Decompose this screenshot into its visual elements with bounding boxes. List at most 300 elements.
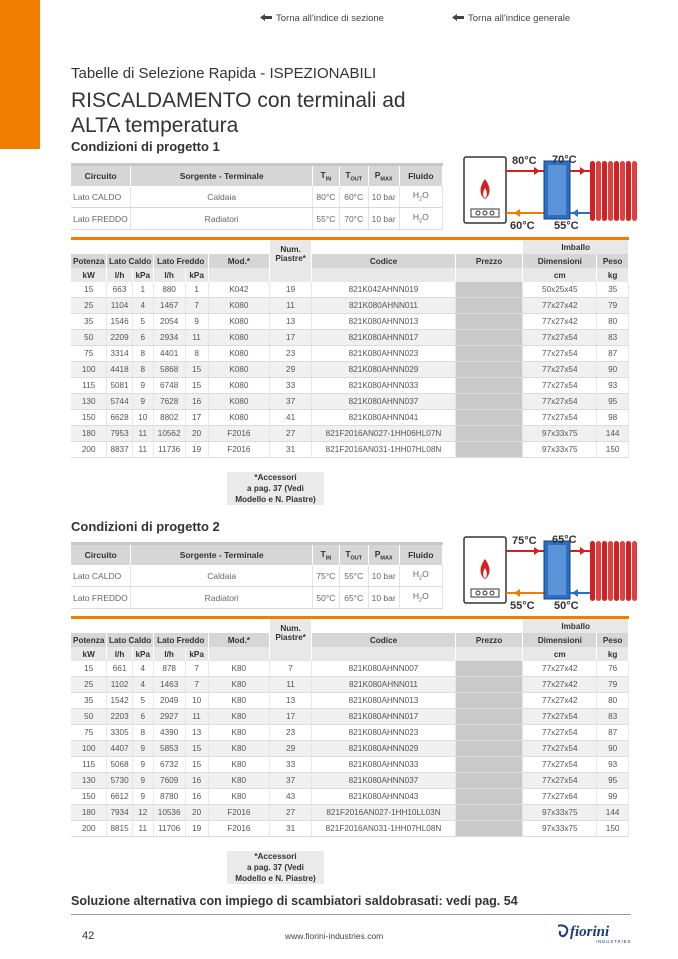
col-imballo: Imballo xyxy=(523,618,629,634)
col-tout: $T_{OUT}$ xyxy=(339,165,368,187)
peso-cell: 93 xyxy=(597,757,629,773)
tin-cell: 80°C xyxy=(312,186,339,208)
mod-cell: K80 xyxy=(208,725,269,741)
fiorini-logo xyxy=(556,922,632,944)
dimensioni-cell: 77x27x42 xyxy=(523,661,597,677)
peso-cell: 95 xyxy=(597,773,629,789)
website-link[interactable]: www.fiorini-industries.com xyxy=(285,931,384,941)
codice-cell: 821K080AHNN023 xyxy=(312,725,456,741)
kpa-caldo-cell: 5 xyxy=(132,693,153,709)
kpa-freddo-cell: 15 xyxy=(185,741,208,757)
mod-cell: K80 xyxy=(208,773,269,789)
codice-cell: 821K080AHNN011 xyxy=(312,298,456,314)
lh-caldo-cell: 1542 xyxy=(107,693,132,709)
mod-cell: K80 xyxy=(208,741,269,757)
selection-table xyxy=(71,237,629,458)
prezzo-cell xyxy=(455,757,523,773)
lh-freddo-cell: 878 xyxy=(153,661,185,677)
codice-cell: 821K080AHNN017 xyxy=(312,709,456,725)
lh-freddo-cell: 1463 xyxy=(153,677,185,693)
col-potenza: Potenza xyxy=(71,254,107,268)
piastre-cell: 33 xyxy=(269,378,311,394)
tout-cell: 55°C xyxy=(339,565,368,587)
lh-caldo-cell: 663 xyxy=(107,282,132,298)
lh-caldo-cell: 5730 xyxy=(107,773,132,789)
lh-caldo-cell: 1546 xyxy=(107,314,132,330)
table-row xyxy=(71,709,629,725)
heat-exchanger-diagram xyxy=(460,153,638,233)
prezzo-cell xyxy=(455,805,523,821)
peso-cell: 150 xyxy=(597,442,629,458)
dimensioni-cell: 77x27x42 xyxy=(523,314,597,330)
codice-cell: 821K080AHNN043 xyxy=(312,789,456,805)
col-pmax: $P_{MAX}$ xyxy=(368,544,399,566)
kpa-freddo-cell: 10 xyxy=(185,693,208,709)
prezzo-cell xyxy=(455,314,523,330)
kpa-caldo-cell: 4 xyxy=(132,298,153,314)
prezzo-cell xyxy=(455,821,523,837)
hot-in-temp: 75°C xyxy=(512,535,537,547)
col-num-piastre: Num. Piastre* xyxy=(269,239,311,269)
col-fluido: Fluido xyxy=(399,544,442,566)
col-dimensioni: Dimensioni xyxy=(523,254,597,268)
sorgente-cell: Caldaia xyxy=(131,565,313,587)
dimensioni-cell: 50x25x45 xyxy=(523,282,597,298)
tout-cell: 60°C xyxy=(339,186,368,208)
lh-freddo-cell: 4401 xyxy=(153,346,185,362)
mod-cell: K042 xyxy=(208,282,269,298)
codice-cell: 821K080AHNN029 xyxy=(312,362,456,378)
kpa-caldo-cell: 8 xyxy=(132,346,153,362)
col-tout: $T_{OUT}$ xyxy=(339,544,368,566)
lh-caldo-cell: 3314 xyxy=(107,346,132,362)
circuito-cell: Lato FREDDO xyxy=(71,208,131,230)
codice-cell: 821K080AHNN013 xyxy=(312,693,456,709)
lh-freddo-cell: 10536 xyxy=(153,805,185,821)
kpa-freddo-cell: 11 xyxy=(185,330,208,346)
lh-caldo-cell: 1102 xyxy=(107,677,132,693)
mod-cell: K080 xyxy=(208,298,269,314)
unit-kw: kW xyxy=(71,268,107,282)
cold-out-temp: 50°C xyxy=(554,600,579,612)
tin-cell: 55°C xyxy=(312,208,339,230)
unit-kpa: kPa xyxy=(185,647,208,661)
dimensioni-cell: 77x27x54 xyxy=(523,709,597,725)
lh-freddo-cell: 2054 xyxy=(153,314,185,330)
kpa-freddo-cell: 20 xyxy=(185,426,208,442)
prezzo-cell xyxy=(455,741,523,757)
table-row xyxy=(71,314,629,330)
potenza-cell: 100 xyxy=(71,362,107,378)
table-row xyxy=(71,693,629,709)
prezzo-cell xyxy=(455,410,523,426)
condition-row xyxy=(71,587,443,609)
unit-kpa: kPa xyxy=(185,268,208,282)
mod-cell: K80 xyxy=(208,677,269,693)
codice-cell: 821K080AHNN013 xyxy=(312,314,456,330)
lh-freddo-cell: 4390 xyxy=(153,725,185,741)
kpa-caldo-cell: 11 xyxy=(132,442,153,458)
table-row xyxy=(71,821,629,837)
lh-freddo-cell: 11736 xyxy=(153,442,185,458)
prezzo-cell xyxy=(455,693,523,709)
unit-kpa: kPa xyxy=(132,268,153,282)
pmax-cell: 10 bar xyxy=(368,587,399,609)
lh-caldo-cell: 7953 xyxy=(107,426,132,442)
mod-cell: K80 xyxy=(208,757,269,773)
potenza-cell: 200 xyxy=(71,442,107,458)
mod-cell: F2016 xyxy=(208,821,269,837)
lh-caldo-cell: 661 xyxy=(107,661,132,677)
col-prezzo: Prezzo xyxy=(455,633,523,647)
condition-row xyxy=(71,208,443,230)
piastre-cell: 31 xyxy=(269,821,311,837)
piastre-cell: 37 xyxy=(269,394,311,410)
peso-cell: 99 xyxy=(597,789,629,805)
col-peso: Peso xyxy=(597,254,629,268)
lh-freddo-cell: 11706 xyxy=(153,821,185,837)
lh-caldo-cell: 5744 xyxy=(107,394,132,410)
codice-cell: 821K080AHNN011 xyxy=(312,677,456,693)
kpa-caldo-cell: 11 xyxy=(132,426,153,442)
prezzo-cell xyxy=(455,298,523,314)
mod-cell: K080 xyxy=(208,394,269,410)
prezzo-cell xyxy=(455,330,523,346)
col-imballo: Imballo xyxy=(523,239,629,255)
potenza-cell: 130 xyxy=(71,773,107,789)
lh-freddo-cell: 7628 xyxy=(153,394,185,410)
codice-cell: 821K080AHNN029 xyxy=(312,741,456,757)
tout-cell: 65°C xyxy=(339,587,368,609)
table-row xyxy=(71,346,629,362)
hot-in-temp: 80°C xyxy=(512,155,537,167)
potenza-cell: 150 xyxy=(71,789,107,805)
mod-cell: K080 xyxy=(208,314,269,330)
piastre-cell: 43 xyxy=(269,789,311,805)
general-index-link[interactable]: Torna all'indice generale xyxy=(452,13,570,24)
mod-cell: K080 xyxy=(208,410,269,426)
pmax-cell: 10 bar xyxy=(368,565,399,587)
col-lato-freddo: Lato Freddo xyxy=(153,633,208,647)
dimensioni-cell: 77x27x54 xyxy=(523,330,597,346)
prezzo-cell xyxy=(455,677,523,693)
lh-caldo-cell: 1104 xyxy=(107,298,132,314)
dimensioni-cell: 77x27x54 xyxy=(523,394,597,410)
kpa-caldo-cell: 10 xyxy=(132,410,153,426)
col-dimensioni: Dimensioni xyxy=(523,633,597,647)
circuito-cell: Lato CALDO xyxy=(71,565,131,587)
table-row xyxy=(71,757,629,773)
prezzo-cell xyxy=(455,773,523,789)
lh-freddo-cell: 8802 xyxy=(153,410,185,426)
mod-cell: K80 xyxy=(208,789,269,805)
potenza-cell: 130 xyxy=(71,394,107,410)
back-arrow-icon xyxy=(452,14,464,21)
potenza-cell: 180 xyxy=(71,426,107,442)
codice-cell: 821K080AHNN037 xyxy=(312,773,456,789)
mod-cell: K080 xyxy=(208,362,269,378)
kpa-caldo-cell: 4 xyxy=(132,677,153,693)
radiator-icon xyxy=(590,541,637,601)
mod-cell: K080 xyxy=(208,378,269,394)
lh-freddo-cell: 10562 xyxy=(153,426,185,442)
table-row xyxy=(71,773,629,789)
tout-cell: 70°C xyxy=(339,208,368,230)
col-prezzo: Prezzo xyxy=(455,254,523,268)
kpa-freddo-cell: 17 xyxy=(185,410,208,426)
kpa-caldo-cell: 9 xyxy=(132,394,153,410)
piastre-cell: 23 xyxy=(269,725,311,741)
back-arrow-icon xyxy=(260,14,272,21)
selection-table xyxy=(71,616,629,837)
piastre-cell: 31 xyxy=(269,442,311,458)
kpa-caldo-cell: 6 xyxy=(132,330,153,346)
codice-cell: 821K080AHNN033 xyxy=(312,757,456,773)
col-lato-freddo: Lato Freddo xyxy=(153,254,208,268)
kpa-caldo-cell: 8 xyxy=(132,362,153,378)
radiator-icon xyxy=(590,161,637,221)
fluido-cell: $H_2O$ xyxy=(399,565,442,587)
table-row xyxy=(71,298,629,314)
pmax-cell: 10 bar xyxy=(368,208,399,230)
divider xyxy=(71,914,631,915)
potenza-cell: 115 xyxy=(71,378,107,394)
table-row xyxy=(71,661,629,677)
potenza-cell: 15 xyxy=(71,282,107,298)
dimensioni-cell: 97x33x75 xyxy=(523,805,597,821)
kpa-caldo-cell: 11 xyxy=(132,821,153,837)
heat-exchanger-diagram xyxy=(460,533,638,613)
table-row xyxy=(71,282,629,298)
peso-cell: 79 xyxy=(597,298,629,314)
peso-cell: 83 xyxy=(597,709,629,725)
kpa-freddo-cell: 16 xyxy=(185,789,208,805)
prezzo-cell xyxy=(455,282,523,298)
conditions-table xyxy=(71,542,443,609)
kpa-caldo-cell: 9 xyxy=(132,789,153,805)
kpa-freddo-cell: 11 xyxy=(185,709,208,725)
lh-caldo-cell: 8815 xyxy=(107,821,132,837)
peso-cell: 98 xyxy=(597,410,629,426)
potenza-cell: 75 xyxy=(71,725,107,741)
piastre-cell: 11 xyxy=(269,298,311,314)
tin-cell: 75°C xyxy=(312,565,339,587)
cold-out-temp: 55°C xyxy=(554,220,579,232)
kpa-freddo-cell: 8 xyxy=(185,346,208,362)
lh-freddo-cell: 2049 xyxy=(153,693,185,709)
col-sorgente: Sorgente - Terminale xyxy=(131,544,313,566)
col-peso: Peso xyxy=(597,633,629,647)
unit-cm: cm xyxy=(523,268,597,282)
mod-cell: F2016 xyxy=(208,442,269,458)
codice-cell: 821F2016AN027-1HH06HL07N xyxy=(312,426,456,442)
prezzo-cell xyxy=(455,709,523,725)
fluido-cell: $H_2O$ xyxy=(399,587,442,609)
unit-kw: kW xyxy=(71,647,107,661)
lh-caldo-cell: 5068 xyxy=(107,757,132,773)
prezzo-cell xyxy=(455,661,523,677)
lh-caldo-cell: 7934 xyxy=(107,805,132,821)
dimensioni-cell: 97x33x75 xyxy=(523,821,597,837)
piastre-cell: 23 xyxy=(269,346,311,362)
lh-caldo-cell: 2203 xyxy=(107,709,132,725)
dimensioni-cell: 97x33x75 xyxy=(523,426,597,442)
codice-cell: 821K080AHNN037 xyxy=(312,394,456,410)
mod-cell: K080 xyxy=(208,330,269,346)
alternative-solution-note: Soluzione alternativa con impiego di scambiatori saldobrasati: vedi pag. 54 xyxy=(71,894,518,908)
lh-caldo-cell: 4418 xyxy=(107,362,132,378)
dimensioni-cell: 77x27x54 xyxy=(523,346,597,362)
lh-freddo-cell: 7609 xyxy=(153,773,185,789)
kpa-caldo-cell: 9 xyxy=(132,773,153,789)
table-row xyxy=(71,378,629,394)
dimensioni-cell: 97x33x75 xyxy=(523,442,597,458)
kpa-freddo-cell: 9 xyxy=(185,314,208,330)
section-title: Condizioni di progetto 1 xyxy=(71,139,220,154)
kpa-freddo-cell: 16 xyxy=(185,773,208,789)
conditions-table xyxy=(71,163,443,230)
kpa-freddo-cell: 7 xyxy=(185,677,208,693)
peso-cell: 90 xyxy=(597,362,629,378)
dimensioni-cell: 77x27x42 xyxy=(523,677,597,693)
piastre-cell: 33 xyxy=(269,757,311,773)
lh-freddo-cell: 5853 xyxy=(153,741,185,757)
col-sorgente: Sorgente - Terminale xyxy=(131,165,313,187)
piastre-cell: 27 xyxy=(269,805,311,821)
prezzo-cell xyxy=(455,426,523,442)
potenza-cell: 25 xyxy=(71,298,107,314)
col-lato-caldo: Lato Caldo xyxy=(107,633,153,647)
kpa-caldo-cell: 5 xyxy=(132,314,153,330)
fluido-cell: $H_2O$ xyxy=(399,208,442,230)
kpa-caldo-cell: 12 xyxy=(132,805,153,821)
piastre-cell: 13 xyxy=(269,693,311,709)
kpa-caldo-cell: 1 xyxy=(132,282,153,298)
dimensioni-cell: 77x27x54 xyxy=(523,741,597,757)
logo-text: fiorini xyxy=(570,924,610,940)
col-codice: Codice xyxy=(312,254,456,268)
kpa-caldo-cell: 9 xyxy=(132,757,153,773)
logo-subtext: INDUSTRIES xyxy=(596,939,632,944)
table-row xyxy=(71,677,629,693)
mod-cell: F2016 xyxy=(208,805,269,821)
table-row xyxy=(71,442,629,458)
lh-freddo-cell: 1467 xyxy=(153,298,185,314)
table-row xyxy=(71,426,629,442)
piastre-cell: 17 xyxy=(269,330,311,346)
potenza-cell: 50 xyxy=(71,330,107,346)
lh-freddo-cell: 6732 xyxy=(153,757,185,773)
col-tin: $T_{IN}$ xyxy=(312,544,339,566)
prezzo-cell xyxy=(455,789,523,805)
accessori-note: *Accessori a pag. 37 (Vedi Modello e N. Piastre) xyxy=(227,472,324,505)
hot-out-temp: 65°C xyxy=(552,534,577,546)
table-row xyxy=(71,741,629,757)
piastre-cell: 11 xyxy=(269,677,311,693)
lh-freddo-cell: 8780 xyxy=(153,789,185,805)
fluido-cell: $H_2O$ xyxy=(399,186,442,208)
piastre-cell: 7 xyxy=(269,661,311,677)
table-row xyxy=(71,410,629,426)
peso-cell: 95 xyxy=(597,394,629,410)
kpa-freddo-cell: 15 xyxy=(185,757,208,773)
codice-cell: 821K080AHNN023 xyxy=(312,346,456,362)
kpa-caldo-cell: 4 xyxy=(132,661,153,677)
lh-freddo-cell: 2934 xyxy=(153,330,185,346)
table-row xyxy=(71,330,629,346)
lh-caldo-cell: 5081 xyxy=(107,378,132,394)
dimensioni-cell: 77x27x42 xyxy=(523,298,597,314)
table-row xyxy=(71,394,629,410)
prezzo-cell xyxy=(455,725,523,741)
kpa-freddo-cell: 13 xyxy=(185,725,208,741)
section-title: Condizioni di progetto 2 xyxy=(71,519,220,534)
piastre-cell: 29 xyxy=(269,741,311,757)
prezzo-cell xyxy=(455,378,523,394)
piastre-cell: 27 xyxy=(269,426,311,442)
dimensioni-cell: 77x27x42 xyxy=(523,693,597,709)
col-tin: $T_{IN}$ xyxy=(312,165,339,187)
mod-cell: K80 xyxy=(208,661,269,677)
lh-freddo-cell: 2927 xyxy=(153,709,185,725)
potenza-cell: 115 xyxy=(71,757,107,773)
kpa-caldo-cell: 9 xyxy=(132,378,153,394)
unit-lh: l/h xyxy=(153,647,185,661)
potenza-cell: 35 xyxy=(71,693,107,709)
peso-cell: 87 xyxy=(597,725,629,741)
unit-lh: l/h xyxy=(107,647,132,661)
mod-cell: F2016 xyxy=(208,426,269,442)
kpa-freddo-cell: 16 xyxy=(185,394,208,410)
lh-freddo-cell: 5868 xyxy=(153,362,185,378)
peso-cell: 93 xyxy=(597,378,629,394)
codice-cell: 821F2016AN027-1HH10LL03N xyxy=(312,805,456,821)
peso-cell: 144 xyxy=(597,426,629,442)
dimensioni-cell: 77x27x54 xyxy=(523,757,597,773)
kpa-freddo-cell: 7 xyxy=(185,298,208,314)
col-mod: Mod.* xyxy=(208,254,269,268)
unit-lh: l/h xyxy=(153,268,185,282)
kpa-freddo-cell: 19 xyxy=(185,442,208,458)
lh-caldo-cell: 8837 xyxy=(107,442,132,458)
unit-kpa: kPa xyxy=(132,647,153,661)
sorgente-cell: Radiatori xyxy=(131,587,313,609)
piastre-cell: 41 xyxy=(269,410,311,426)
codice-cell: 821K080AHNN007 xyxy=(312,661,456,677)
col-fluido: Fluido xyxy=(399,165,442,187)
piastre-cell: 19 xyxy=(269,282,311,298)
lh-caldo-cell: 3305 xyxy=(107,725,132,741)
peso-cell: 90 xyxy=(597,741,629,757)
peso-cell: 150 xyxy=(597,821,629,837)
potenza-cell: 150 xyxy=(71,410,107,426)
piastre-cell: 17 xyxy=(269,709,311,725)
unit-kg: kg xyxy=(597,647,629,661)
peso-cell: 83 xyxy=(597,330,629,346)
potenza-cell: 50 xyxy=(71,709,107,725)
mod-cell: K80 xyxy=(208,709,269,725)
accessori-note: *Accessori a pag. 37 (Vedi Modello e N. Piastre) xyxy=(227,851,324,884)
pmax-cell: 10 bar xyxy=(368,186,399,208)
table-row xyxy=(71,725,629,741)
unit-lh: l/h xyxy=(107,268,132,282)
section-index-link[interactable]: Torna all'indice di sezione xyxy=(260,13,384,24)
peso-cell: 144 xyxy=(597,805,629,821)
page-number: 42 xyxy=(82,930,95,942)
codice-cell: 821K080AHNN017 xyxy=(312,330,456,346)
page-supertitle: Tabelle di Selezione Rapida - ISPEZIONABILI xyxy=(71,65,377,82)
kpa-freddo-cell: 15 xyxy=(185,378,208,394)
